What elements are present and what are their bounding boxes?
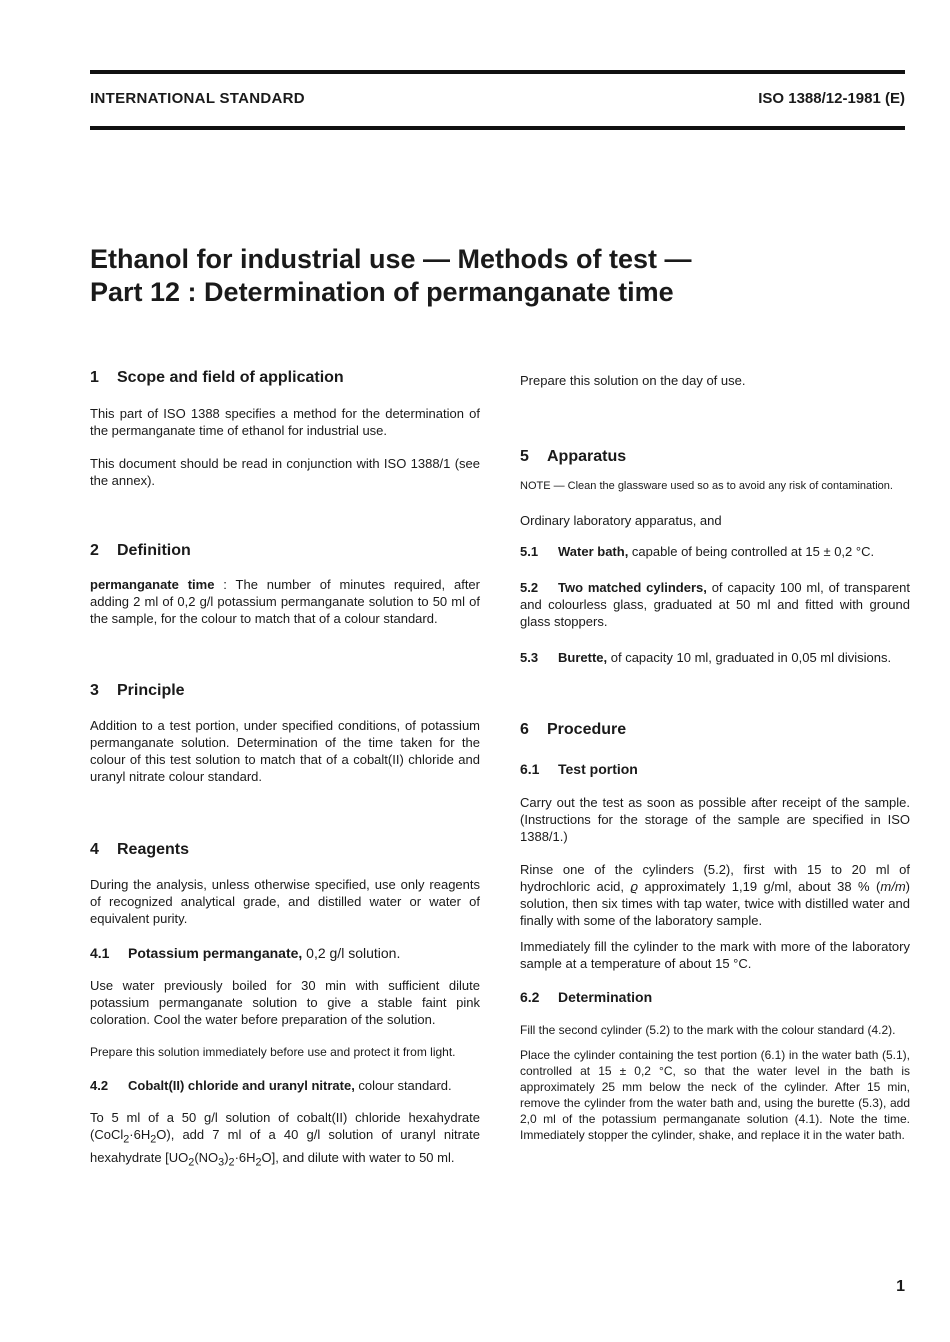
subsection-6-2-paragraph-1: Fill the second cylinder (5.2) to the mark with the colour standard (4.2).: [520, 1023, 896, 1037]
subsection-4-2-paragraph-2: Prepare this solution on the day of use.: [520, 373, 746, 388]
section-3-paragraph: Addition to a test portion, under specified conditions, of potassium permanganate solution. Determination of the time taken for the colour of this test solution to match that of a cobalt(II) chloride and uranyl nitrate colour standard.: [90, 718, 480, 784]
subsection-6-1-paragraph-2: Rinse one of the cylinders (5.2), first with 15 to 20 ml of hydrochloric acid, ϱ approximately 1,19 g/ml, about 38 % (m/m) solution, then six times with tap water, twice with distilled water and finally with some of the laboratory sample.: [520, 862, 910, 928]
subsection-6-2-paragraph-2: Place the cylinder containing the test portion (6.1) in the water bath (5.1), controlled at 15 ± 0,2 °C, so that the water level in the bath is approximately 25 mm below the neck of the cylinder. After 15 min, remove the cylinder from the water bath and, using the burette (5.3), add 2,0 ml of the potassium permanganate solution (4.1). Note the time. Immediately stopper the cylinder, shake, and replace it in the water bath.: [520, 1048, 910, 1142]
section-3-heading: 3 Principle: [90, 682, 185, 699]
subsection-4-1-heading: 4.1 Potassium permanganate, 0,2 g/l solution.: [90, 945, 401, 961]
subsection-4-1-paragraph-2: Prepare this solution immediately before use and protect it from light.: [90, 1045, 456, 1059]
section-5-heading: 5 Apparatus: [520, 448, 627, 465]
section-1-paragraph-2: This document should be read in conjunction with ISO 1388/1 (see the annex).: [90, 456, 480, 488]
definition-term: permanganate time: [90, 577, 215, 592]
standard-number: ISO 1388/12-1981 (E): [758, 90, 905, 107]
subsection-4-1-paragraph-1: Use water previously boiled for 30 min with sufficient dilute potassium permanganate solution to give a stable faint pink coloration. Cool the water before preparation of the solution.: [90, 978, 480, 1027]
subsection-4-2-paragraph-1: To 5 ml of a 50 g/l solution of cobalt(II) chloride hexahydrate $(CoCl_2\cdot 6H_2O)$, add 7 ml of a 40 g/l solution of uranyl nitrate hexahydrate $[UO_2(NO_3)_2\cdot 6H_2O]$, and dilute with water to 50 ml.: [90, 1110, 480, 1169]
section-1-heading: 1 Scope and field of application: [90, 369, 344, 386]
subsection-4-2-heading: 4.2 Cobalt(II) chloride and uranyl nitrate, colour standard.: [90, 1078, 452, 1093]
subsection-5-3: 5.3 Burette, of capacity 10 ml, graduated in 0,05 ml divisions.: [520, 650, 892, 665]
title-line-1: Ethanol for industrial use — Methods of test —: [90, 244, 692, 274]
section-1-paragraph-1: This part of ISO 1388 specifies a method for the determination of the permanganate time of ethanol for industrial use.: [90, 406, 480, 438]
section-4-heading: 4 Reagents: [90, 841, 190, 858]
section-2-heading: 2 Definition: [90, 542, 191, 559]
page-number: 1: [896, 1278, 905, 1295]
subsection-6-1-heading: 6.1 Test portion: [520, 761, 638, 777]
subsection-5-2: 5.2 Two matched cylinders, of capacity 100 ml, of transparent and colourless glass, graduated at 50 ml and fitted with ground glass stoppers.: [520, 580, 910, 629]
section-6-heading: 6 Procedure: [520, 721, 627, 738]
section-5-paragraph: Ordinary laboratory apparatus, and: [520, 513, 722, 528]
section-4-paragraph: During the analysis, unless otherwise specified, use only reagents of recognized analytical grade, and distilled water or water of equivalent purity.: [90, 877, 480, 926]
subsection-6-1-paragraph-3: Immediately fill the cylinder to the mark with more of the laboratory sample at a temperature of about 15 °C.: [520, 939, 910, 971]
left-column: [90, 368, 480, 1171]
document-title: [90, 243, 905, 309]
definition-paragraph: permanganate time : The number of minutes required, after adding 2 ml of 0,2 g/l potassium permanganate solution to 50 ml of the sample, for the colour to match that of a colour standard.: [90, 577, 480, 626]
standard-type-label: INTERNATIONAL STANDARD: [90, 90, 305, 107]
title-line-2: Part 12 : Determination of permanganate time: [90, 277, 674, 307]
apparatus-note: NOTE — Clean the glassware used so as to avoid any risk of contamination.: [520, 480, 893, 492]
header-bottom-rule: [90, 126, 905, 130]
subsection-6-2-heading: 6.2 Determination: [520, 989, 653, 1005]
subsection-6-1-paragraph-1: Carry out the test as soon as possible after receipt of the sample. (Instructions for the storage of the sample are specified in ISO 1388/1.): [520, 795, 910, 844]
subsection-5-1: 5.1 Water bath, capable of being controlled at 15 ± 0,2 °C.: [520, 544, 875, 559]
header-top-rule: [90, 70, 905, 74]
right-column: [520, 372, 910, 1143]
